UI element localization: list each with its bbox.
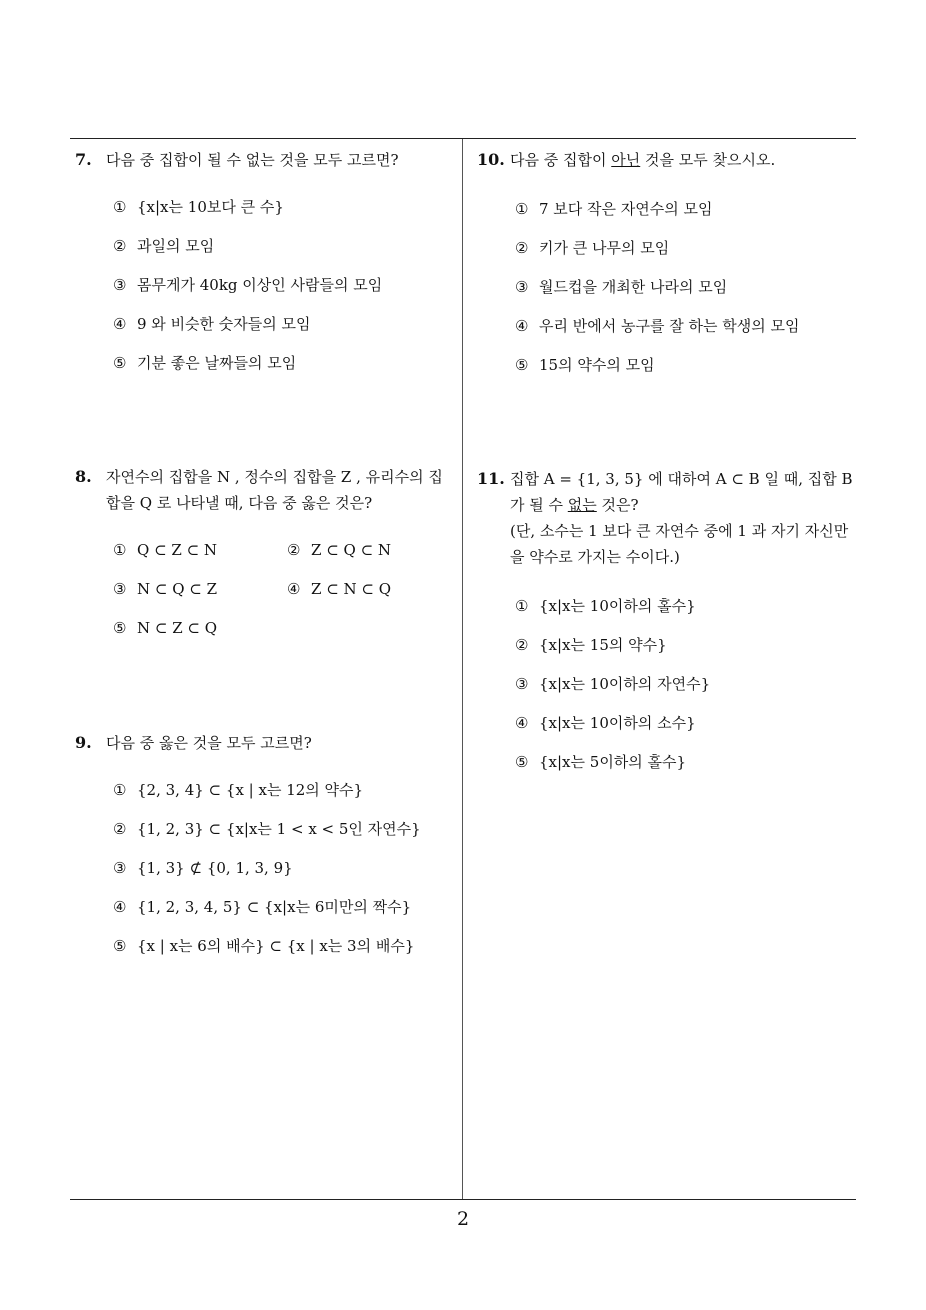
option-mark: ⑤: [515, 356, 529, 374]
option-1[interactable]: [113, 197, 450, 217]
option-1[interactable]: [113, 540, 287, 560]
option-mark: ⑤: [515, 753, 529, 771]
option-text: {x|x는 10이하의 자연수}: [539, 675, 711, 693]
option-4[interactable]: [113, 314, 450, 334]
emphasis-underline: 없는: [567, 496, 597, 514]
option-mark: ③: [515, 278, 529, 296]
emphasis-underline: 아닌: [611, 151, 641, 169]
option-text: Z ⊂ N ⊂ Q: [311, 580, 392, 598]
option-text: 15의 약수의 모임: [539, 356, 655, 374]
question-text: [510, 466, 859, 570]
option-mark: ④: [113, 315, 127, 333]
option-text: Q ⊂ Z ⊂ N: [137, 541, 218, 559]
question-number: 10.: [477, 150, 505, 169]
option-list: [515, 596, 859, 772]
question-11: [477, 466, 859, 791]
option-5[interactable]: [515, 355, 859, 375]
option-5[interactable]: [113, 618, 287, 638]
option-text: N ⊂ Z ⊂ Q: [137, 619, 218, 637]
question-note: (단, 소수는 1 보다 큰 자연수 중에 1 과 자기 자신만을 약수로 가지는 수이다.): [510, 522, 849, 566]
column-divider: [462, 139, 463, 1200]
option-list: [113, 197, 450, 373]
option-list: [113, 780, 450, 956]
option-text: {x|x는 10이하의 홀수}: [539, 597, 696, 615]
question-number: 11.: [477, 469, 505, 488]
option-2[interactable]: [287, 540, 447, 560]
option-mark: ③: [113, 859, 127, 877]
question-text-part: 다음 중 집합이: [510, 151, 612, 169]
option-mark: ②: [113, 237, 127, 255]
option-mark: ⑤: [113, 619, 127, 637]
option-mark: ③: [515, 675, 529, 693]
option-4[interactable]: [287, 579, 447, 599]
option-text: {x | x는 6의 배수} ⊂ {x | x는 3의 배수}: [137, 937, 415, 955]
page-number: 2: [456, 1208, 470, 1230]
bottom-rule: [70, 1199, 856, 1200]
option-5[interactable]: [515, 752, 859, 772]
option-1[interactable]: [515, 199, 859, 219]
option-text: Z ⊂ Q ⊂ N: [311, 541, 392, 559]
option-text: N ⊂ Q ⊂ Z: [137, 580, 218, 598]
option-mark: ①: [515, 200, 529, 218]
option-text: 기분 좋은 날짜들의 모임: [137, 354, 297, 372]
question-text-part: 집합 A = {1, 3, 5} 에 대하여 A ⊂ B 일 때, 집합 B 가 될 수: [510, 470, 853, 514]
option-text: {x|x는 10이하의 소수}: [539, 714, 696, 732]
option-mark: ①: [113, 198, 127, 216]
option-mark: ④: [515, 317, 529, 335]
question-text-part: 것을 모두 찾으시오.: [640, 151, 776, 169]
option-4[interactable]: [515, 316, 859, 336]
option-text: {x|x는 5이하의 홀수}: [539, 753, 687, 771]
option-5[interactable]: [113, 936, 450, 956]
option-text: {x|x는 10보다 큰 수}: [137, 198, 284, 216]
option-list: [515, 199, 859, 375]
question-number: 9.: [75, 733, 92, 752]
option-mark: ③: [113, 580, 127, 598]
question-10: [477, 147, 859, 394]
option-2[interactable]: [113, 236, 450, 256]
question-9: [75, 730, 450, 975]
top-rule: [70, 138, 856, 139]
option-text: 9 와 비슷한 숫자들의 모임: [137, 315, 311, 333]
option-3[interactable]: [515, 277, 859, 297]
option-3[interactable]: [515, 674, 859, 694]
option-1[interactable]: [113, 780, 450, 800]
option-mark: ④: [113, 898, 127, 916]
option-list: [113, 540, 450, 638]
option-mark: ③: [113, 276, 127, 294]
option-mark: ⑤: [113, 354, 127, 372]
option-4[interactable]: [515, 713, 859, 733]
option-text: {1, 2, 3} ⊂ {x|x는 1 < x < 5인 자연수}: [137, 820, 421, 838]
option-mark: ④: [287, 580, 301, 598]
option-mark: ①: [113, 781, 127, 799]
option-2[interactable]: [515, 635, 859, 655]
option-mark: ②: [515, 239, 529, 257]
option-1[interactable]: [515, 596, 859, 616]
option-text: 우리 반에서 농구를 잘 하는 학생의 모임: [539, 317, 800, 335]
option-text: {1, 3} ⊄ {0, 1, 3, 9}: [137, 859, 293, 877]
question-text: 다음 중 옳은 것을 모두 고르면?: [106, 734, 312, 752]
option-mark: ①: [515, 597, 529, 615]
option-text: 과일의 모임: [137, 237, 215, 255]
option-3[interactable]: [113, 858, 450, 878]
option-5[interactable]: [113, 353, 450, 373]
question-text: [510, 147, 859, 173]
option-text: 7 보다 작은 자연수의 모임: [539, 200, 713, 218]
question-number: 8.: [75, 467, 92, 486]
question-7: [75, 147, 450, 392]
option-mark: ⑤: [113, 937, 127, 955]
option-text: {1, 2, 3, 4, 5} ⊂ {x|x는 6미만의 짝수}: [137, 898, 412, 916]
option-text: {x|x는 15의 약수}: [539, 636, 667, 654]
question-text: 다음 중 집합이 될 수 없는 것을 모두 고르면?: [106, 151, 399, 169]
option-mark: ②: [287, 541, 301, 559]
option-text: 몸무게가 40kg 이상인 사람들의 모임: [137, 276, 383, 294]
question-text: 자연수의 집합을 N , 정수의 집합을 Z , 유리수의 집합을 Q 로 나타낼 때, 다음 중 옳은 것은?: [106, 468, 443, 512]
option-mark: ④: [515, 714, 529, 732]
option-4[interactable]: [113, 897, 450, 917]
option-text: 키가 큰 나무의 모임: [539, 239, 670, 257]
question-text-part: 것은?: [596, 496, 639, 514]
option-text: 월드컵을 개최한 나라의 모임: [539, 278, 728, 296]
option-2[interactable]: [515, 238, 859, 258]
option-mark: ②: [113, 820, 127, 838]
option-text: {2, 3, 4} ⊂ {x | x는 12의 약수}: [137, 781, 364, 799]
option-mark: ①: [113, 541, 127, 559]
option-2[interactable]: [113, 819, 450, 839]
option-3[interactable]: [113, 579, 287, 599]
option-3[interactable]: [113, 275, 450, 295]
question-8: [75, 464, 450, 638]
question-number: 7.: [75, 150, 92, 169]
option-mark: ②: [515, 636, 529, 654]
